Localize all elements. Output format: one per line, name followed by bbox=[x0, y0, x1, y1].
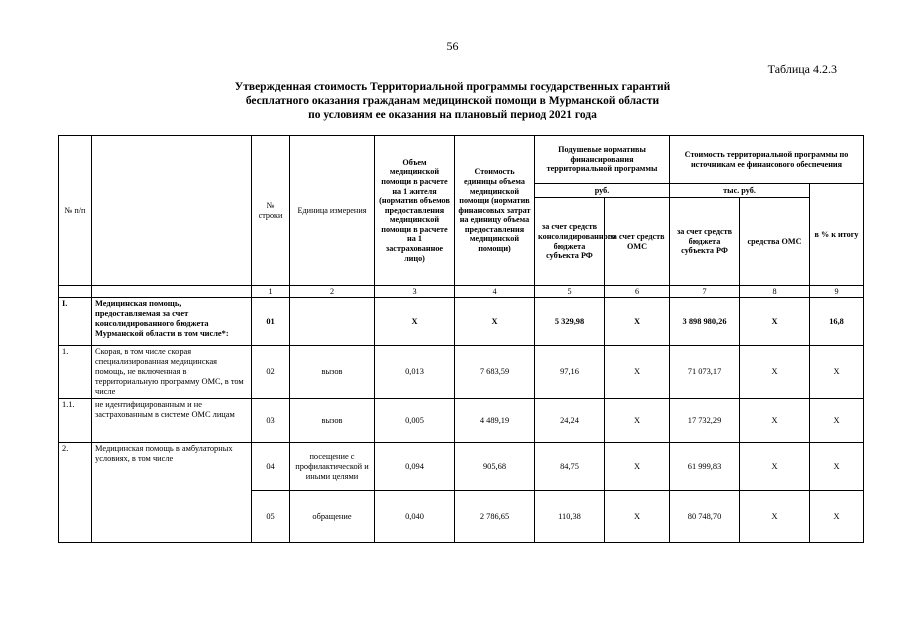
header-territorial-cost: Стоимость территориальной программы по источникам ее финансового обеспечения bbox=[670, 136, 864, 184]
row-tc-oms: Х bbox=[740, 298, 810, 346]
row-cost: 905,68 bbox=[455, 443, 535, 491]
header-tc-oms: средства ОМС bbox=[740, 198, 810, 286]
row-num: 1. bbox=[59, 346, 92, 399]
row-volume: 0,013 bbox=[375, 346, 455, 399]
column-number: 4 bbox=[455, 286, 535, 298]
header-row-number: № строки bbox=[252, 136, 290, 286]
header-volume: Объем медицинской помощи в расчете на 1 жителя (норматив объемов предоставления медицинской помощи в расчете на 1 застрахованное лицо) bbox=[375, 136, 455, 286]
row-pc-oms: Х bbox=[605, 298, 670, 346]
header-name bbox=[92, 136, 252, 286]
header-tc-budget: за счет средств бюджета субъекта РФ bbox=[670, 198, 740, 286]
row-pct: Х bbox=[810, 346, 864, 399]
row-pc-oms: Х bbox=[605, 491, 670, 543]
header-tc-pct: в % к итогу bbox=[810, 184, 864, 286]
column-number: 7 bbox=[670, 286, 740, 298]
header-unit-cost: Стоимость единицы объема медицинской помощи (норматив финансовых затрат на единицу объема предоставления медицинской помощи) bbox=[455, 136, 535, 286]
row-cost: 2 786,65 bbox=[455, 491, 535, 543]
column-number: 9 bbox=[810, 286, 864, 298]
header-unit: Единица измерения bbox=[290, 136, 375, 286]
column-number: 6 bbox=[605, 286, 670, 298]
row-pc-budget: 84,75 bbox=[535, 443, 605, 491]
row-name: не идентифицированным и не застрахованным в системе ОМС лицам bbox=[92, 399, 252, 443]
row-cost: Х bbox=[455, 298, 535, 346]
table-row bbox=[59, 346, 864, 399]
row-tc-oms: Х bbox=[740, 399, 810, 443]
header-rub: руб. bbox=[535, 184, 670, 198]
row-name: Скорая, в том числе скорая специализированная медицинская помощь, не включенная в территориальную программу ОМС, в том числе bbox=[92, 346, 252, 399]
row-code: 04 bbox=[252, 443, 290, 491]
table-row bbox=[59, 399, 864, 443]
row-tc-oms: Х bbox=[740, 346, 810, 399]
row-pc-oms: Х bbox=[605, 399, 670, 443]
row-code: 02 bbox=[252, 346, 290, 399]
column-number: 5 bbox=[535, 286, 605, 298]
header-per-capita: Подушевые нормативы финансирования территориальной программы bbox=[535, 136, 670, 184]
row-pct: Х bbox=[810, 399, 864, 443]
header-num: № п/п bbox=[59, 136, 92, 286]
header-pc-budget: за счет средств консолидированного бюджета субъекта РФ bbox=[535, 198, 605, 286]
row-pc-budget: 5 329,98 bbox=[535, 298, 605, 346]
row-volume: 0,094 bbox=[375, 443, 455, 491]
table-row bbox=[59, 443, 864, 491]
row-unit: вызов bbox=[290, 399, 375, 443]
row-unit bbox=[290, 298, 375, 346]
row-pct: Х bbox=[810, 443, 864, 491]
row-tc-budget: 71 073,17 bbox=[670, 346, 740, 399]
header-pc-oms: за счет средств ОМС bbox=[605, 198, 670, 286]
document-title bbox=[0, 80, 905, 122]
row-pc-oms: Х bbox=[605, 443, 670, 491]
column-number: 8 bbox=[740, 286, 810, 298]
column-number: 1 bbox=[252, 286, 290, 298]
title-line: Утвержденная стоимость Территориальной программы государственных гарантий bbox=[234, 81, 671, 93]
table-row bbox=[59, 298, 864, 346]
row-tc-budget: 3 898 980,26 bbox=[670, 298, 740, 346]
row-code: 03 bbox=[252, 399, 290, 443]
row-pc-budget: 110,38 bbox=[535, 491, 605, 543]
row-cost: 7 683,59 bbox=[455, 346, 535, 399]
row-pc-oms: Х bbox=[605, 346, 670, 399]
row-num: 2. bbox=[59, 443, 92, 543]
row-tc-oms: Х bbox=[740, 443, 810, 491]
row-pct: 16,8 bbox=[810, 298, 864, 346]
page-number: 56 bbox=[446, 39, 459, 53]
row-code: 01 bbox=[252, 298, 290, 346]
row-tc-budget: 80 748,70 bbox=[670, 491, 740, 543]
row-unit: вызов bbox=[290, 346, 375, 399]
title-line: по условиям ее оказания на плановый период 2021 года bbox=[308, 109, 597, 121]
column-number bbox=[59, 286, 92, 298]
row-cost: 4 489,19 bbox=[455, 399, 535, 443]
table-label: Таблица 4.2.3 bbox=[767, 62, 837, 76]
title-line: бесплатного оказания гражданам медицинской помощи в Мурманской области bbox=[245, 95, 660, 107]
row-num: 1.1. bbox=[59, 399, 92, 443]
row-num: I. bbox=[59, 298, 92, 346]
row-unit: посещение с профилактической и иными целями bbox=[290, 443, 375, 491]
column-number: 2 bbox=[290, 286, 375, 298]
row-unit: обращение bbox=[290, 491, 375, 543]
row-name: Медицинская помощь в амбулаторных условиях, в том числе bbox=[92, 443, 252, 543]
cost-table bbox=[58, 135, 864, 543]
row-code: 05 bbox=[252, 491, 290, 543]
row-tc-oms: Х bbox=[740, 491, 810, 543]
row-name: Медицинская помощь, предоставляемая за счет консолидированного бюджета Мурманской области в том числе*: bbox=[92, 298, 252, 346]
header-thous-rub: тыс. руб. bbox=[670, 184, 810, 198]
row-tc-budget: 61 999,83 bbox=[670, 443, 740, 491]
row-pc-budget: 97,16 bbox=[535, 346, 605, 399]
row-tc-budget: 17 732,29 bbox=[670, 399, 740, 443]
column-number-row bbox=[59, 286, 864, 298]
row-volume: 0,040 bbox=[375, 491, 455, 543]
row-pc-budget: 24,24 bbox=[535, 399, 605, 443]
column-number bbox=[92, 286, 252, 298]
row-pct: Х bbox=[810, 491, 864, 543]
row-volume: 0,005 bbox=[375, 399, 455, 443]
column-number: 3 bbox=[375, 286, 455, 298]
row-volume: Х bbox=[375, 298, 455, 346]
